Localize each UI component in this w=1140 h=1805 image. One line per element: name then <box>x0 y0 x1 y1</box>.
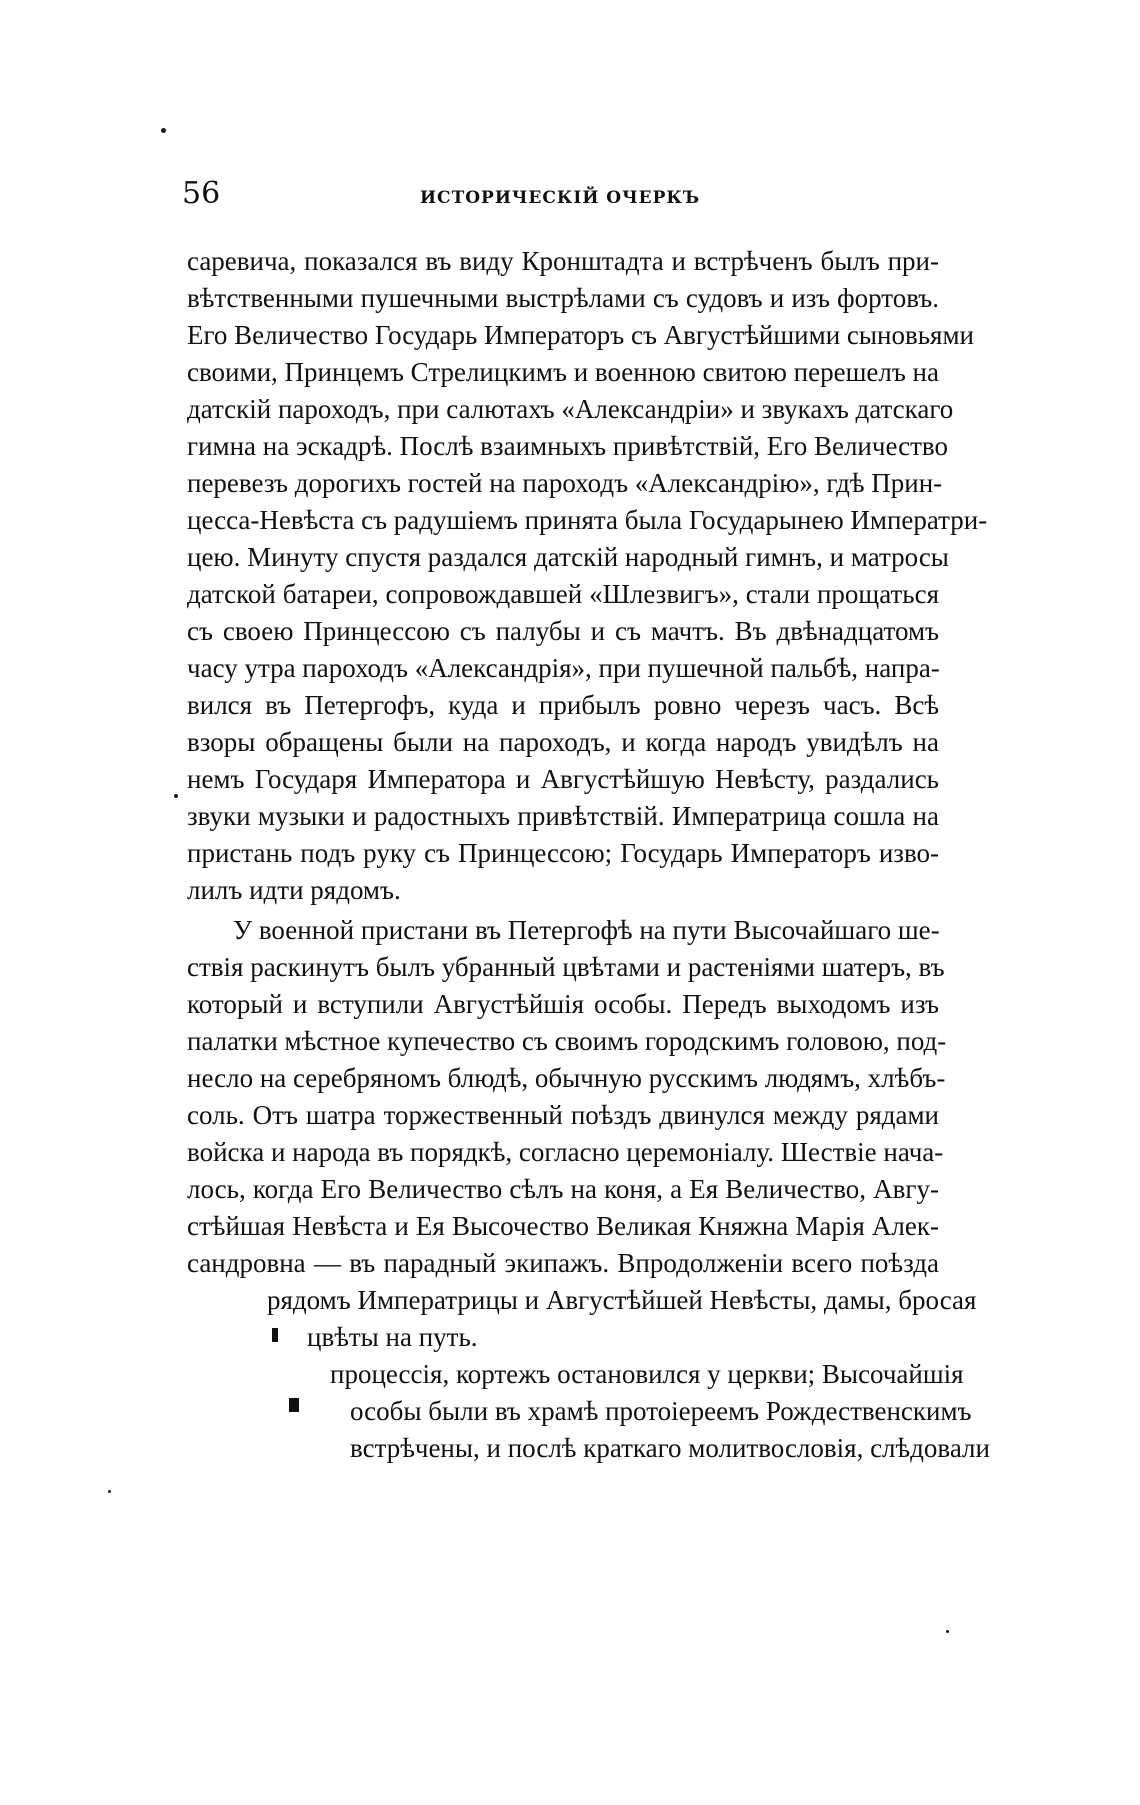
text-line: саревича, показался въ виду Кронштадта и встрѣченъ былъ при- <box>187 246 939 276</box>
text-line: рядомъ Императрицы и Августѣйшей Невѣсты, дамы, бросая <box>267 1285 977 1315</box>
text-line: особы были въ храмѣ протоіереемъ Рождественскимъ <box>350 1396 972 1426</box>
text-line: встрѣчены, и послѣ краткаго молитвословія, слѣдовали <box>350 1433 990 1463</box>
text-line: палатки мѣстное купечество съ своимъ городскимъ головою, под- <box>187 1026 947 1056</box>
text-line: датской батареи, сопровождавшей «Шлезвигъ», стали прощаться <box>187 579 939 609</box>
ink-speck <box>161 128 166 133</box>
text-line: цесса-Невѣста съ радушіемъ принята была Государынею Императри- <box>187 505 988 535</box>
text-line: цею. Минуту спустя раздался датскій народный гимнъ, и матросы <box>187 542 949 572</box>
text-line: соль. Отъ шатра торжественный поѣздъ двинулся между рядами <box>187 1100 939 1130</box>
text-line: вѣтственными пушечными выстрѣлами съ судовъ и изъ фортовъ. <box>187 283 939 313</box>
text-line: съ своею Принцессою съ палубы и съ мачтъ. Въ двѣнадцатомъ <box>187 616 939 646</box>
text-line: Его Величество Государь Императоръ съ Августѣйшими сыновьями <box>187 320 974 350</box>
text-line: часу утра пароходъ «Александрія», при пушечной пальбѣ, напра- <box>187 653 940 683</box>
ink-mark <box>272 1328 278 1342</box>
text-line: ствія раскинутъ былъ убранный цвѣтами и растеніями шатеръ, въ <box>187 952 945 982</box>
text-line: стѣйшая Невѣста и Ея Высочество Великая Княжна Марія Алек- <box>187 1211 939 1241</box>
text-line: взоры обращены были на пароходъ, и когда народъ увидѣлъ на <box>187 727 939 757</box>
text-line: войска и народа въ порядкѣ, согласно церемоніалу. Шествіе нача- <box>187 1137 944 1167</box>
text-line: звуки музыки и радостныхъ привѣтствій. Императрица сошла на <box>187 801 939 831</box>
text-line: который и вступили Августѣйшія особы. Передъ выходомъ изъ <box>187 989 939 1019</box>
text-line: вился въ Петергофъ, куда и прибылъ ровно черезъ часъ. Всѣ <box>187 690 939 720</box>
page-number: 56 <box>182 176 221 211</box>
text-line: немъ Государя Императора и Августѣйшую Невѣсту, раздались <box>187 764 939 794</box>
text-line: несло на серебряномъ блюдѣ, обычную русскимъ людямъ, хлѣбъ- <box>187 1063 946 1093</box>
text-line: лось, когда Его Величество сѣлъ на коня, а Ея Величество, Авгу- <box>187 1174 939 1204</box>
ink-speck <box>946 1630 949 1633</box>
text-line: гимна на эскадрѣ. Послѣ взаимныхъ привѣтствій, Его Величество <box>187 431 948 461</box>
text-line: пристань подъ руку съ Принцессою; Государь Императоръ изво- <box>187 838 939 868</box>
text-line: цвѣты на путь. <box>307 1322 478 1352</box>
text-line: У военной пристани въ Петергофѣ на пути Высочайшаго ше- <box>233 915 940 945</box>
running-title: ИСТОРИЧЕСКІЙ ОЧЕРКЪ <box>420 188 701 208</box>
text-line: своими, Принцемъ Стрелицкимъ и военною свитою перешелъ на <box>187 357 939 387</box>
ink-mark <box>289 1398 299 1412</box>
ink-speck <box>108 1490 111 1493</box>
text-line: сандровна — въ парадный экипажъ. Впродолженіи всего поѣзда <box>187 1248 939 1278</box>
text-line: процессія, кортежъ остановился у церкви; Высочайшія <box>330 1359 964 1389</box>
text-line: перевезъ дорогихъ гостей на пароходъ «Александрію», гдѣ Прин- <box>187 468 943 498</box>
ink-speck <box>174 794 178 798</box>
text-line: датскій пароходъ, при салютахъ «Александріи» и звукахъ датскаго <box>187 394 954 424</box>
text-line: лилъ идти рядомъ. <box>187 875 401 905</box>
